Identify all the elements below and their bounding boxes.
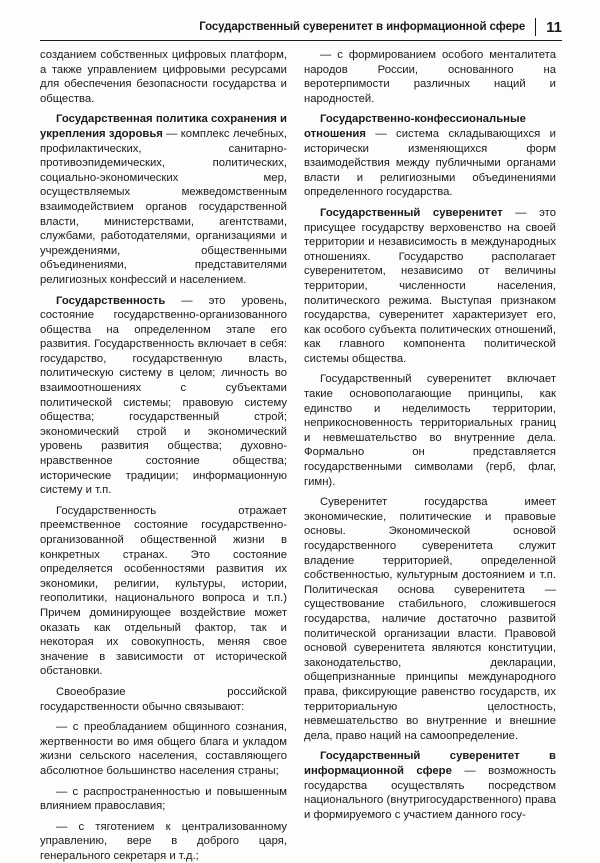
definition-info-sovereignty bbox=[304, 749, 556, 822]
definition-text: — возможность государства осуществлять посредством национального (внутригосударственного) права и формируемого с участием данного госу- bbox=[304, 764, 556, 821]
list-item: — с преобладанием общинного сознания, жертвенности во имя общего блага и укладом жизни сельского населения, составляющего абсолютное большинство населения страны; bbox=[40, 721, 287, 777]
right-column bbox=[304, 48, 556, 821]
definition-text: — система складывающихся и исторически изменяющихся форм взаимодействия между публичными органами власти и религиозными объединениями определенного государства. bbox=[304, 127, 556, 199]
paragraph: Своеобразие российской государственности обычно связывают: bbox=[40, 685, 287, 713]
definition-text: — это уровень, состояние государственно-организованного общества на определенном этапе его развития. Государственность включает в себя: государство, государственную власть, политическую систему в целом; личность во взаимоотношениях с субъектами политической системы; правовую систему общества; государственный строй; экономический строй и экономический уровень развития общества; духовно-нравственное состояние общества; исторические традиции; информационную систему и т.п. bbox=[40, 294, 287, 497]
left-column bbox=[40, 48, 287, 862]
term: Государственность bbox=[56, 294, 166, 307]
definition-text: — это присущее государству верховенство на своей территории и независимость в международных отношениях. Государство располагает суверенитетом, независимо от величины территории, численности населения, политического режима. Выступая признаком государства, суверенитет характеризует его, как особого субъекта политических отношений, как главного компонента политической системы общества. bbox=[304, 206, 556, 365]
page-header bbox=[40, 14, 562, 41]
list-item: — с распространенностью и повышенным влиянием православия; bbox=[40, 785, 287, 813]
list-item: — с формированием особого менталитета народов России, основанного на веротерпимости различных наций и народностей. bbox=[304, 49, 556, 105]
page-number: 11 bbox=[546, 18, 562, 36]
definition-statehood bbox=[40, 294, 287, 498]
paragraph: Суверенитет государства имеет экономические, политические и правовые основы. Экономической основой государственного суверенитета служит владение территорией, определенной собственностью, культурным достоянием и т.п. Политическая основа суверенитета — существование стабильного, сложившегося государства, наличие достаточно развитой политической организации власти. Правовой основой суверенитета являются конституции, законодательство, декларации, общепризнанные принципы международного права, фиксирующие равенство государств, их территориальную целостность, невмешательство во внутренние и внешние дела, право наций на самоопределение. bbox=[304, 496, 556, 742]
running-head: Государственный суверенитет в информационной сфере bbox=[199, 21, 526, 33]
term: Государственная политика сохранения и укрепления здоровья bbox=[40, 113, 287, 140]
term: Государственно-конфессиональные отношения bbox=[304, 113, 526, 140]
paragraph: Государственный суверенитет включает такие основополагающие принципы, как единство и неделимость территории, неприкосновенность территориальных границ и невмешательство во внутренние дела. Формально он представляется государственными символами (герб, флаг, гимн). bbox=[304, 373, 556, 488]
paragraph: созданием собственных цифровых платформ, а также управлением цифровыми ресурсами для обеспечения безопасности государства и общества. bbox=[40, 49, 287, 105]
definition-state-sovereignty bbox=[304, 206, 556, 367]
definition-health-policy bbox=[40, 112, 287, 287]
header-divider bbox=[535, 18, 536, 36]
paragraph: Государственность отражает преемственное состояние государственно-организованной общественной жизни в конкретных странах. Это состояние определяется особенностями развития их экономики, религии, культуры, истории, геополитики, национального вопроса и т.п.) Причем доминирующее воздействие может оказать как отдельный фактор, так и некоторая их совокупность, меняя свое значение в зависимости от исторической обстановки. bbox=[40, 504, 287, 678]
list-item: — с тяготением к централизованному управлению, вере в доброго царя, генерального секретаря и т.д.; bbox=[40, 820, 287, 862]
definition-text: — комплекс лечебных, профилактических, санитарно-противоэпидемических, политических, социально-экономических мер, осуществляемых межведомственным взаимодействием органов государственной власти, министерствами, агентствами, службами, работодателями, организациями и учреждениями, общественными объединениями, представителями религиозных конфессий и населением. bbox=[40, 127, 287, 286]
term: Государственный суверенитет bbox=[320, 206, 503, 219]
definition-state-confessional-relations bbox=[304, 112, 556, 200]
term: Государственный суверенитет в информационной сфере bbox=[304, 750, 556, 777]
